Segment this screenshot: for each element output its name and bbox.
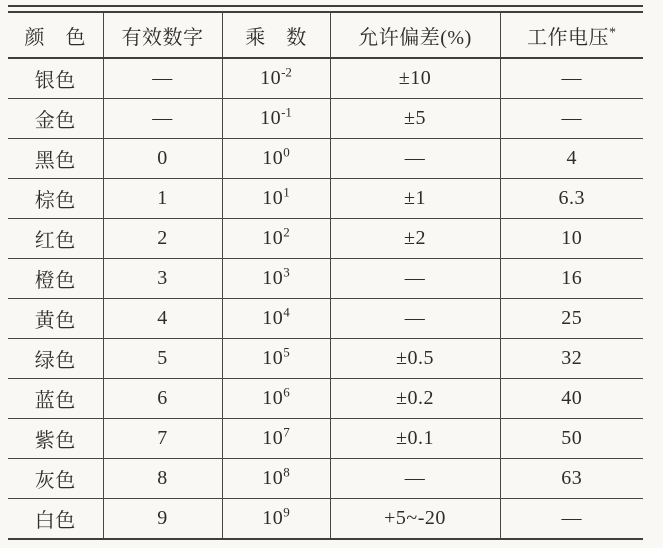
cell-significant-digits: 8 [103, 459, 222, 499]
table-row [8, 179, 643, 219]
cell-color: 棕色 [8, 179, 103, 219]
cell-color: 白色 [8, 499, 103, 540]
table-row [8, 499, 643, 540]
cell-working-voltage: — [500, 499, 643, 540]
table-row [8, 99, 643, 139]
cell-multiplier: $10^8$ [222, 459, 330, 499]
cell-color: 绿色 [8, 339, 103, 379]
cell-significant-digits: 3 [103, 259, 222, 299]
cell-multiplier: $10^4$ [222, 299, 330, 339]
cell-significant-digits: — [103, 58, 222, 99]
header-multiplier: 乘 数 [222, 12, 330, 58]
cell-working-voltage: 32 [500, 339, 643, 379]
cell-working-voltage: 4 [500, 139, 643, 179]
cell-working-voltage: 63 [500, 459, 643, 499]
cell-significant-digits: — [103, 99, 222, 139]
cell-multiplier: $10^{-2}$ [222, 58, 330, 99]
header-significant-digits: 有效数字 [103, 12, 222, 58]
table-row [8, 299, 643, 339]
cell-significant-digits: 6 [103, 379, 222, 419]
cell-tolerance: ±0.1 [330, 419, 500, 459]
cell-tolerance: +5~-20 [330, 499, 500, 540]
table-row [8, 459, 643, 499]
cell-tolerance: — [330, 139, 500, 179]
table-header [8, 12, 643, 58]
cell-multiplier: $10^9$ [222, 499, 330, 540]
cell-color: 银色 [8, 58, 103, 99]
table-row [8, 219, 643, 259]
cell-significant-digits: 9 [103, 499, 222, 540]
cell-multiplier: $10^3$ [222, 259, 330, 299]
cell-tolerance: — [330, 259, 500, 299]
cell-multiplier: $10^5$ [222, 339, 330, 379]
multiplier-exponent: 3 [283, 264, 290, 280]
cell-tolerance: ±1 [330, 179, 500, 219]
table-row [8, 139, 643, 179]
cell-color: 橙色 [8, 259, 103, 299]
scanned-table-region [8, 5, 643, 540]
multiplier-exponent: 5 [283, 344, 290, 360]
cell-working-voltage: 40 [500, 379, 643, 419]
cell-multiplier: $10^{-1}$ [222, 99, 330, 139]
cell-working-voltage: 16 [500, 259, 643, 299]
table-row [8, 379, 643, 419]
table-body [8, 58, 643, 539]
cell-color: 金色 [8, 99, 103, 139]
cell-tolerance: — [330, 299, 500, 339]
multiplier-exponent: 0 [283, 144, 290, 160]
multiplier-exponent: -1 [281, 104, 292, 120]
header-working-voltage-label: 工作电压 [527, 26, 609, 49]
multiplier-exponent: -2 [281, 64, 292, 80]
cell-tolerance: ±0.5 [330, 339, 500, 379]
cell-color: 黑色 [8, 139, 103, 179]
cell-significant-digits: 2 [103, 219, 222, 259]
multiplier-exponent: 8 [283, 464, 290, 480]
cell-tolerance: — [330, 459, 500, 499]
multiplier-exponent: 2 [283, 224, 290, 240]
cell-tolerance: ±2 [330, 219, 500, 259]
multiplier-exponent: 7 [283, 424, 290, 440]
resistor-color-code-table [8, 11, 643, 540]
cell-multiplier: $10^7$ [222, 419, 330, 459]
cell-significant-digits: 1 [103, 179, 222, 219]
cell-multiplier: $10^6$ [222, 379, 330, 419]
cell-multiplier: $10^0$ [222, 139, 330, 179]
cell-color: 灰色 [8, 459, 103, 499]
cell-color: 红色 [8, 219, 103, 259]
cell-tolerance: ±0.2 [330, 379, 500, 419]
multiplier-exponent: 1 [283, 184, 290, 200]
cell-significant-digits: 5 [103, 339, 222, 379]
multiplier-exponent: 4 [283, 304, 290, 320]
multiplier-exponent: 6 [283, 384, 290, 400]
cell-multiplier: $10^2$ [222, 219, 330, 259]
cell-tolerance: ±10 [330, 58, 500, 99]
cell-color: 黄色 [8, 299, 103, 339]
table-row [8, 259, 643, 299]
table-row [8, 58, 643, 99]
header-tolerance: 允许偏差(%) [330, 12, 500, 58]
multiplier-exponent: 9 [283, 504, 290, 520]
cell-working-voltage: 50 [500, 419, 643, 459]
table-row [8, 419, 643, 459]
cell-multiplier: $10^1$ [222, 179, 330, 219]
header-color: 颜 色 [8, 12, 103, 58]
cell-working-voltage: 25 [500, 299, 643, 339]
header-row [8, 12, 643, 58]
cell-significant-digits: 7 [103, 419, 222, 459]
cell-working-voltage: 10 [500, 219, 643, 259]
cell-color: 紫色 [8, 419, 103, 459]
footnote-asterisk: * [609, 24, 617, 40]
cell-significant-digits: 0 [103, 139, 222, 179]
cell-color: 蓝色 [8, 379, 103, 419]
cell-tolerance: ±5 [330, 99, 500, 139]
cell-working-voltage: — [500, 58, 643, 99]
cell-working-voltage: 6.3 [500, 179, 643, 219]
cell-significant-digits: 4 [103, 299, 222, 339]
table-row [8, 339, 643, 379]
cell-working-voltage: — [500, 99, 643, 139]
header-working-voltage [500, 12, 643, 58]
